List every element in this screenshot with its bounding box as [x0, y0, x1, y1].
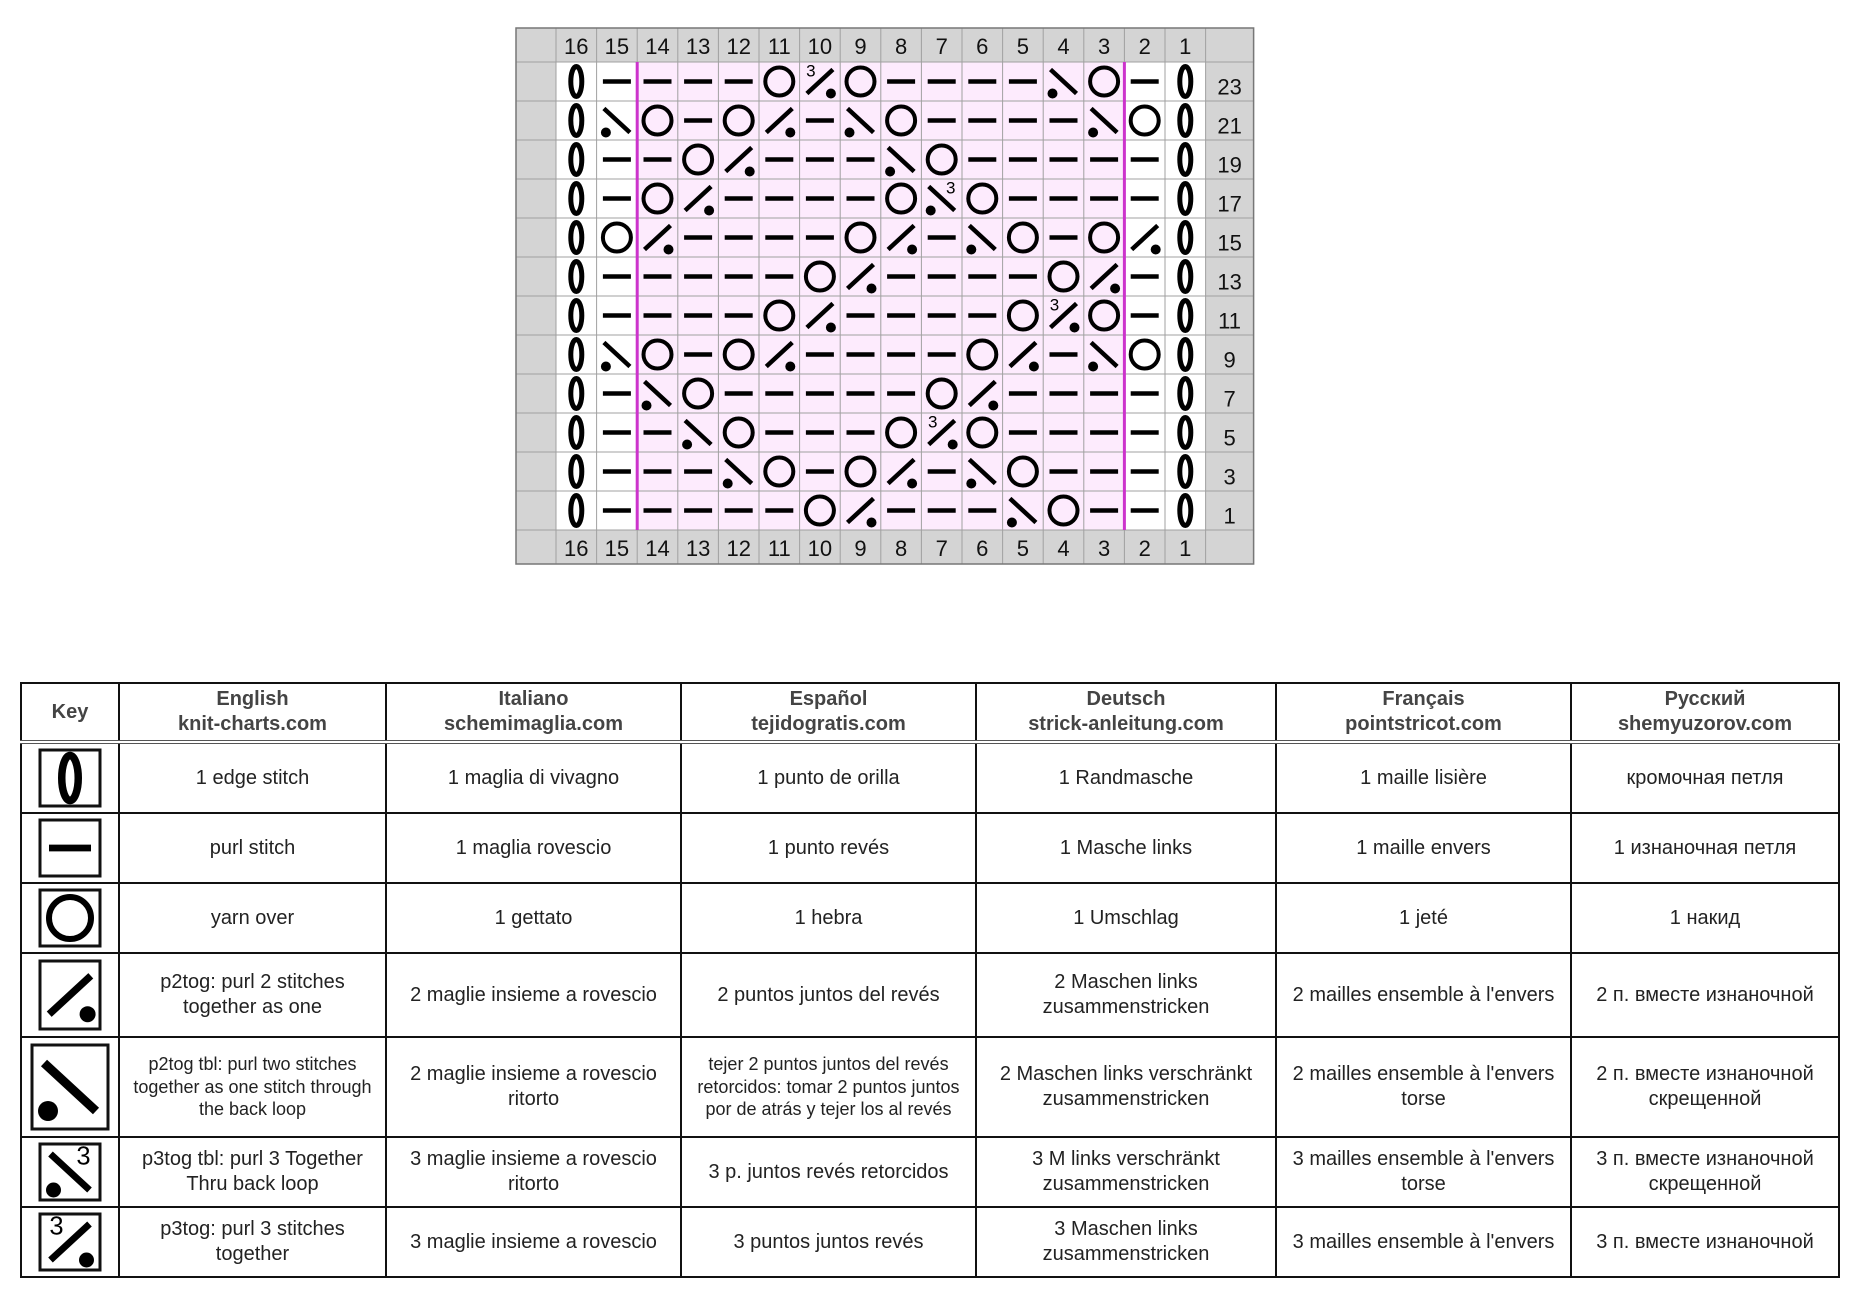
- header-language: Key: [51, 700, 89, 723]
- legend-key-cell: [21, 742, 119, 813]
- column-number-bottom: 7: [935, 536, 948, 561]
- legend-desc-русский: 3 п. вместе изнаночной: [1571, 1207, 1839, 1277]
- row-number: 21: [1217, 113, 1242, 139]
- key-symbol-yo-icon: [38, 888, 102, 948]
- stitch-count-label: 3: [927, 412, 938, 432]
- column-number-top: 1: [1179, 34, 1192, 59]
- column-number-bottom: 4: [1057, 536, 1070, 561]
- row-number: 9: [1223, 347, 1236, 373]
- legend-header-lang: [1571, 683, 1839, 742]
- legend-desc-español: tejer 2 puntos juntos del revés retorcidos: tomar 2 puntos juntos por de atrás y tejer los al revés: [681, 1037, 976, 1137]
- legend-desc-deutsch: 3 M links verschränkt zusammenstricken: [976, 1137, 1276, 1207]
- legend-desc-español: 2 puntos juntos del revés: [681, 953, 976, 1037]
- column-number-top: 15: [604, 34, 630, 59]
- legend-desc-deutsch: 3 Maschen links zusammenstricken: [976, 1207, 1276, 1277]
- legend-row-p3tog: [21, 1207, 1839, 1277]
- column-number-bottom: 2: [1138, 536, 1151, 561]
- column-number-top: 16: [564, 34, 589, 59]
- legend-desc-italiano: 1 maglia di vivagno: [386, 742, 681, 813]
- header-site: tejidogratis.com: [751, 713, 906, 735]
- header-language: Русский: [1664, 688, 1746, 710]
- legend-header-key: [21, 683, 119, 742]
- legend-row-p3togtbl: [21, 1137, 1839, 1207]
- legend-desc-español: 1 punto revés: [681, 813, 976, 883]
- key-count-label: 3: [49, 1212, 64, 1241]
- header-site: strick-anleitung.com: [1028, 713, 1224, 735]
- legend-desc-русский: 2 п. вместе изнаночной: [1571, 953, 1839, 1037]
- legend-header-row: [21, 683, 1839, 742]
- header-language: Español: [789, 688, 868, 710]
- column-number-top: 12: [726, 34, 751, 59]
- legend-desc-français: 2 mailles ensemble à l'envers torse: [1276, 1037, 1571, 1137]
- header-language: Deutsch: [1086, 688, 1166, 710]
- column-number-bottom: 11: [767, 536, 791, 561]
- column-number-top: 6: [976, 34, 989, 59]
- column-number-bottom: 14: [645, 536, 670, 561]
- column-number-top: 11: [767, 34, 791, 59]
- legend-desc-english: p2tog: purl 2 stitches together as one: [119, 953, 386, 1037]
- key-symbol-purl-icon: [38, 818, 102, 878]
- legend-header-lang: [681, 683, 976, 742]
- column-number-bottom: 9: [854, 536, 867, 561]
- legend-key-cell: [21, 883, 119, 953]
- legend-desc-français: 1 jeté: [1276, 883, 1571, 953]
- legend-desc-français: 3 mailles ensemble à l'envers torse: [1276, 1137, 1571, 1207]
- legend-key-cell: [21, 1137, 119, 1207]
- legend-desc-italiano: 2 maglie insieme a rovescio: [386, 953, 681, 1037]
- legend-desc-русский: кромочная петля: [1571, 742, 1839, 813]
- legend-desc-italiano: 3 maglie insieme a rovescio: [386, 1207, 681, 1277]
- row-number: 17: [1217, 191, 1242, 217]
- legend-desc-deutsch: 2 Maschen links verschränkt zusammenstricken: [976, 1037, 1276, 1137]
- legend-desc-deutsch: 1 Masche links: [976, 813, 1276, 883]
- legend-header-lang: [976, 683, 1276, 742]
- row-number: 7: [1223, 386, 1236, 412]
- header-language: Italiano: [498, 688, 569, 710]
- legend-desc-español: 1 hebra: [681, 883, 976, 953]
- legend-header-lang: [386, 683, 681, 742]
- header-site: shemyuzorov.com: [1617, 713, 1793, 735]
- legend-desc-русский: 3 п. вместе изнаночной скрещенной: [1571, 1137, 1839, 1207]
- legend-desc-français: 1 maille lisière: [1276, 742, 1571, 813]
- column-number-top: 5: [1016, 34, 1030, 59]
- legend-row-edge: [21, 742, 1839, 813]
- legend-desc-italiano: 1 maglia rovescio: [386, 813, 681, 883]
- column-number-bottom: 5: [1016, 536, 1030, 561]
- key-symbol-edge-icon: [38, 748, 102, 808]
- legend-desc-русский: 1 накид: [1571, 883, 1839, 953]
- legend-body: [21, 742, 1839, 1277]
- legend-desc-english: p3tog tbl: purl 3 Together Thru back loop: [119, 1137, 386, 1207]
- legend-desc-français: 2 mailles ensemble à l'envers: [1276, 953, 1571, 1037]
- column-number-top: 3: [1097, 34, 1111, 59]
- column-number-top: 7: [935, 34, 948, 59]
- legend-desc-español: 3 puntos juntos revés: [681, 1207, 976, 1277]
- header-language: Français: [1382, 688, 1465, 710]
- header-site: schemimaglia.com: [444, 713, 623, 735]
- legend-desc-español: 3 p. juntos revés retorcidos: [681, 1137, 976, 1207]
- legend-desc-русский: 2 п. вместе изнаночной скрещенной: [1571, 1037, 1839, 1137]
- legend-desc-español: 1 punto de orilla: [681, 742, 976, 813]
- column-number-top: 10: [807, 34, 833, 59]
- legend-row-purl: [21, 813, 1839, 883]
- column-number-bottom: 10: [807, 536, 833, 561]
- legend-desc-english: purl stitch: [119, 813, 386, 883]
- legend-desc-english: p2tog tbl: purl two stitches together as one stitch through the back loop: [119, 1037, 386, 1137]
- legend-row-p2tog: [21, 953, 1839, 1037]
- row-number: 3: [1223, 464, 1236, 490]
- row-number: 13: [1217, 269, 1242, 295]
- row-number: 15: [1217, 230, 1242, 256]
- column-number-top: 8: [894, 34, 908, 59]
- legend-header-lang: [1276, 683, 1571, 742]
- legend-row-yo: [21, 883, 1839, 953]
- legend-header-lang: [119, 683, 386, 742]
- column-number-bottom: 8: [894, 536, 908, 561]
- key-symbol-p3togtbl-icon: [38, 1142, 102, 1202]
- header-language: English: [216, 688, 289, 710]
- legend-desc-italiano: 3 maglie insieme a rovescio ritorto: [386, 1137, 681, 1207]
- column-number-bottom: 1: [1179, 536, 1192, 561]
- row-number: 23: [1217, 74, 1242, 100]
- key-symbol-p2tog-icon: [38, 959, 102, 1031]
- column-number-bottom: 15: [604, 536, 630, 561]
- row-number: 5: [1223, 425, 1236, 451]
- column-number-bottom: 12: [726, 536, 751, 561]
- legend-desc-deutsch: 1 Umschlag: [976, 883, 1276, 953]
- column-number-bottom: 13: [685, 536, 711, 561]
- legend-row-p2togtbl: [21, 1037, 1839, 1137]
- legend-key-cell: [21, 1037, 119, 1137]
- stitch-count-label: 3: [945, 178, 956, 198]
- column-number-top: 13: [685, 34, 711, 59]
- column-number-top: 2: [1138, 34, 1151, 59]
- column-number-top: 14: [645, 34, 670, 59]
- legend-table: [20, 682, 1840, 1278]
- legend-desc-deutsch: 2 Maschen links zusammenstricken: [976, 953, 1276, 1037]
- legend-desc-français: 1 maille envers: [1276, 813, 1571, 883]
- key-symbol-p2togtbl-icon: [30, 1043, 110, 1131]
- key-count-label: 3: [76, 1142, 91, 1171]
- legend-desc-русский: 1 изнаночная петля: [1571, 813, 1839, 883]
- legend-key-cell: [21, 953, 119, 1037]
- legend-desc-deutsch: 1 Randmasche: [976, 742, 1276, 813]
- row-number: 19: [1217, 152, 1242, 178]
- stitch-count-label: 3: [806, 61, 816, 81]
- legend-key-cell: [21, 813, 119, 883]
- key-symbol-p3tog-icon: [38, 1212, 102, 1272]
- row-number: 1: [1223, 503, 1236, 529]
- row-number: 11: [1218, 308, 1242, 334]
- legend-desc-english: 1 edge stitch: [119, 742, 386, 813]
- legend-desc-english: yarn over: [119, 883, 386, 953]
- column-number-top: 9: [854, 34, 867, 59]
- header-site: knit-charts.com: [178, 713, 327, 735]
- column-number-bottom: 3: [1097, 536, 1111, 561]
- column-number-bottom: 16: [564, 536, 589, 561]
- legend-desc-italiano: 2 maglie insieme a rovescio ritorto: [386, 1037, 681, 1137]
- column-number-top: 4: [1057, 34, 1070, 59]
- stitch-count-label: 3: [1049, 295, 1060, 315]
- legend-desc-italiano: 1 gettato: [386, 883, 681, 953]
- header-site: pointstricot.com: [1345, 713, 1502, 735]
- legend-desc-english: p3tog: purl 3 stitches together: [119, 1207, 386, 1277]
- legend-desc-français: 3 mailles ensemble à l'envers: [1276, 1207, 1571, 1277]
- column-number-bottom: 6: [976, 536, 989, 561]
- legend-key-cell: [21, 1207, 119, 1277]
